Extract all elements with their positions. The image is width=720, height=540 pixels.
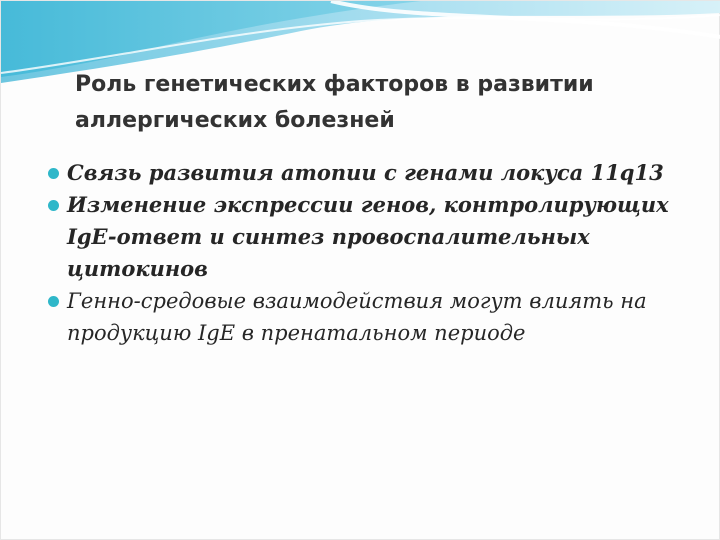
bullet-item xyxy=(31,285,701,349)
bullet-dot-icon xyxy=(48,200,59,211)
bullet-list xyxy=(31,157,701,349)
bullet-text: Изменение экспрессии генов, контролирующих IgE-ответ и синтез провоспалительных цитокинов xyxy=(67,192,669,281)
bullet-item xyxy=(31,189,701,285)
slide-title: Роль генетических факторов в развитии аллергических болезней xyxy=(75,72,594,133)
bullet-dot-icon xyxy=(48,168,59,179)
bullet-text: Генно-средовые взаимодействия могут влиять на продукцию IgE в пренатальном периоде xyxy=(67,289,647,345)
bullet-text: Связь развития атопии с генами локуса 11q13 xyxy=(67,160,664,185)
bullet-dot-icon xyxy=(48,296,59,307)
bullet-item xyxy=(31,157,701,189)
